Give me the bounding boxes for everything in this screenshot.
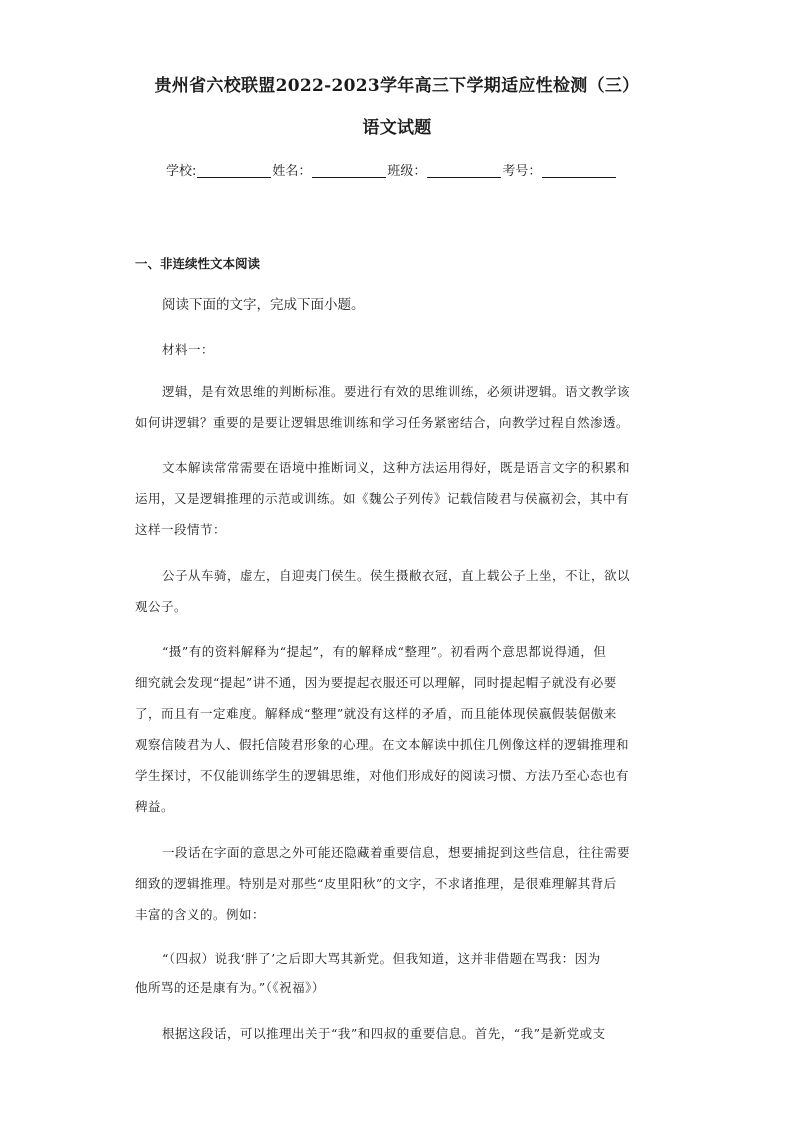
body-line: 根据这段话，可以推理出关于“我”和四叔的重要信息。首先，“我”是新党或支 <box>162 1026 606 1041</box>
body-line: 观察信陵君为人、假托信陵君形象的心理。在文本解读中抓住几例像这样的逻辑推理和 <box>135 737 630 752</box>
school-label: 学校: <box>166 164 197 179</box>
body-line: 公子从车骑，虚左，自迎夷门侯生。侯生摄敝衣冠，直上载公子上坐，不让，欲以 <box>162 568 631 583</box>
body-line: “（四叔）说我‘胖了’之后即大骂其新党。但我知道，这并非借题在骂我：因为 <box>162 951 601 966</box>
document-subtitle: 语文试题 <box>362 118 432 138</box>
school-blank <box>197 163 271 178</box>
body-line: 细致的逻辑推理。特别是对那些“皮里阳秋”的文字，不求诸推理，是很难理解其背后 <box>135 876 617 891</box>
exam-number-label: 考号： <box>502 164 542 179</box>
body-line: 丰富的含义的。例如： <box>135 907 266 922</box>
body-line: 文本解读常常需要在语境中推断词义，这种方法运用得好，既是语言文字的积累和 <box>162 460 631 475</box>
section-heading: 一、非连续性文本阅读 <box>135 256 261 271</box>
document-title: 贵州省六校联盟2022-2023学年高三下学期适应性检测（三） <box>154 76 640 96</box>
name-label: 姓名： <box>272 164 312 179</box>
body-line: “摄”有的资料解释为“提起”，有的解释成“整理”。初看两个意思都说得通，但 <box>162 644 607 659</box>
body-line: 观公子。 <box>135 599 188 614</box>
body-line: 一段话在字面的意思之外可能还隐藏着重要信息，想要捕捉到这些信息，往往需要 <box>162 845 631 860</box>
body-line: 这样一段情节： <box>135 522 227 537</box>
body-line: 逻辑，是有效思维的判断标准。要进行有效的思维训练，必须讲逻辑。语文教学该 <box>162 384 631 399</box>
body-line: 学生探讨，不仅能训练学生的逻辑思维，对他们形成好的阅读习惯、方法乃至心态也有 <box>135 768 630 783</box>
body-line: 材料一： <box>162 342 215 357</box>
body-line: 稗益。 <box>135 799 175 814</box>
exam-number-blank <box>542 163 616 178</box>
student-info-row <box>166 160 617 179</box>
body-line: 运用，又是逻辑推理的示范或训练。如《魏公子列传》记载信陵君与侯嬴初会，其中有 <box>135 491 630 506</box>
body-line: 了，而且有一定难度。解释成“整理”就没有这样的矛盾，而且能体现侯嬴假装倨傲来 <box>135 706 617 721</box>
section-instruction: 阅读下面的文字，完成下面小题。 <box>162 297 365 313</box>
name-blank <box>312 163 386 178</box>
body-line: 细究就会发现“提起”讲不通，因为要提起衣服还可以理解，同时提起帽子就没有必要 <box>135 675 617 690</box>
body-line: 如何讲逻辑？重要的是要让逻辑思维训练和学习任务紧密结合，向教学过程自然渗透。 <box>135 415 630 430</box>
body-line: 他所骂的还是康有为。”（《祝福》） <box>135 980 325 995</box>
class-blank <box>427 163 501 178</box>
class-label: 班级： <box>387 164 427 179</box>
